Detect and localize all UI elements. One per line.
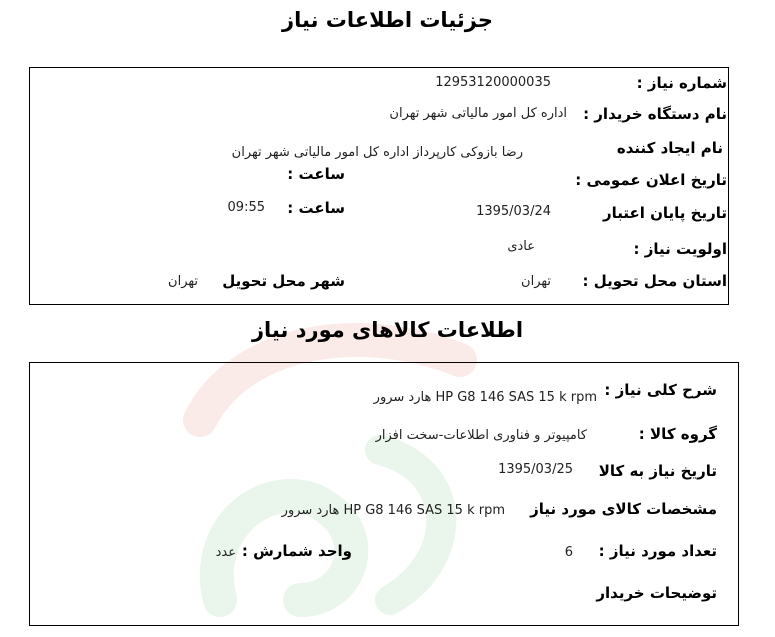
buyer-org-label: نام دستگاه خریدار : — [583, 105, 727, 123]
buyer-notes-label: توضیحات خریدار — [596, 584, 717, 602]
goods-spec-model: HP G8 146 SAS 15 k rpm — [343, 503, 505, 518]
delivery-city-value: تهران — [168, 274, 198, 289]
quantity-value: 6 — [564, 545, 573, 560]
priority-label: اولویت نیاز : — [633, 240, 727, 258]
delivery-city-label: شهر محل تحویل — [222, 272, 345, 290]
need-number-label: شماره نیاز : — [636, 74, 727, 92]
creator-value: رضا بازوکی کارپرداز اداره کل امور مالیاتی شهر تهران — [231, 145, 523, 160]
goods-spec-value — [282, 503, 505, 518]
goods-group-value: کامپیوتر و فناوری اطلاعات-سخت افزار — [375, 428, 587, 443]
validity-end-time-label: ساعت : — [287, 199, 345, 217]
goods-group-label: گروه کالا : — [638, 425, 717, 443]
validity-end-label: تاریخ پایان اعتبار — [602, 204, 727, 222]
public-announce-label: تاریخ اعلان عمومی : — [575, 171, 727, 189]
unit-label: واحد شمارش : — [241, 542, 352, 560]
delivery-province-value: تهران — [521, 274, 551, 289]
need-date-value: 1395/03/25 — [498, 462, 573, 477]
goods-spec-label: مشخصات کالای مورد نیاز — [530, 500, 717, 518]
unit-value: عدد — [215, 545, 236, 560]
validity-end-date: 1395/03/24 — [476, 204, 551, 219]
goods-summary-model: HP G8 146 SAS 15 k rpm — [435, 390, 597, 405]
quantity-label: تعداد مورد نیاز : — [598, 542, 717, 560]
buyer-org-value: اداره کل امور مالیاتی شهر تهران — [389, 106, 567, 121]
creator-label: نام ایجاد کننده — [616, 139, 723, 157]
need-number-value: 12953120000035 — [435, 75, 551, 90]
goods-section-title: اطلاعات کالاهای مورد نیاز — [251, 318, 524, 342]
validity-end-time: 09:55 — [227, 200, 265, 215]
priority-value: عادی — [507, 239, 535, 254]
public-announce-time-label: ساعت : — [287, 165, 345, 183]
goods-summary-text: هارد سرور — [373, 390, 432, 405]
page-title: جزئیات اطلاعات نیاز — [282, 8, 493, 32]
goods-summary-label: شرح کلی نیاز : — [604, 381, 717, 399]
goods-summary-value — [374, 390, 597, 405]
goods-spec-text: هارد سرور — [281, 503, 340, 518]
delivery-province-label: استان محل تحویل : — [582, 272, 727, 290]
need-date-label: تاریخ نیاز به کالا — [598, 462, 717, 480]
